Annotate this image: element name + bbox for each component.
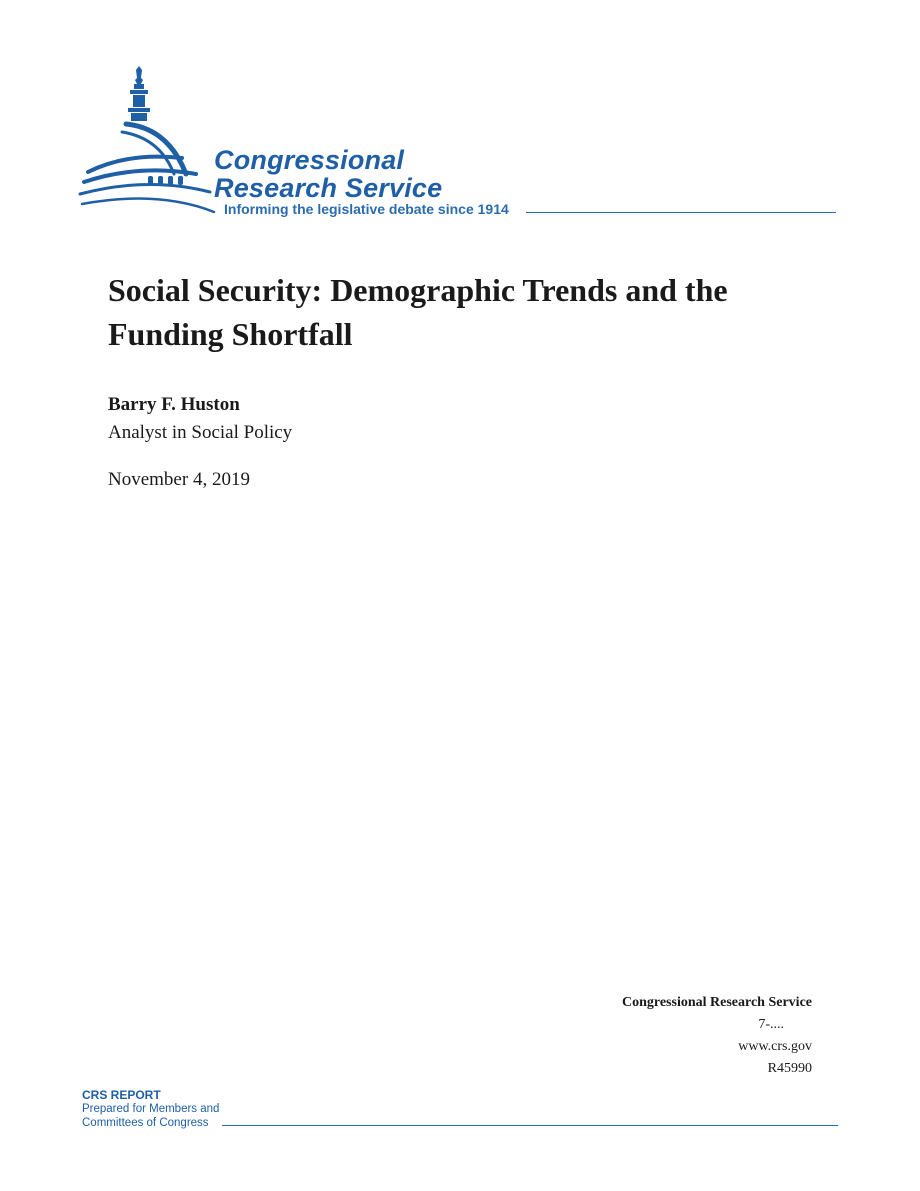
footer-divider [222, 1125, 838, 1126]
logo-wordmark [214, 146, 442, 202]
footer-line-1: Prepared for Members and [82, 1103, 220, 1115]
logo-line-2: Research Service [214, 173, 443, 203]
report-date: November 4, 2019 [108, 469, 250, 490]
crs-logo [78, 64, 838, 224]
author-name: Barry F. Huston [108, 394, 240, 415]
report-title: Social Security: Demographic Trends and the Funding Shortfall [108, 272, 728, 352]
report-footer [82, 1086, 838, 1136]
publisher-name: Congressional Research Service [621, 995, 812, 1010]
logo-divider [526, 212, 836, 213]
report-number: R45990 [767, 1061, 812, 1076]
publisher-code: 7-.... [758, 1017, 784, 1032]
publisher-website[interactable]: www.crs.gov [738, 1039, 812, 1054]
capitol-dome-icon [78, 64, 218, 220]
footer-line-2: Committees of Congress [82, 1117, 209, 1129]
author-role: Analyst in Social Policy [108, 422, 293, 443]
footer-label: CRS REPORT [82, 1088, 161, 1102]
publisher-block [622, 992, 812, 1080]
logo-tagline: Informing the legislative debate since 1914 [224, 201, 509, 217]
logo-line-1: Congressional [214, 145, 405, 175]
